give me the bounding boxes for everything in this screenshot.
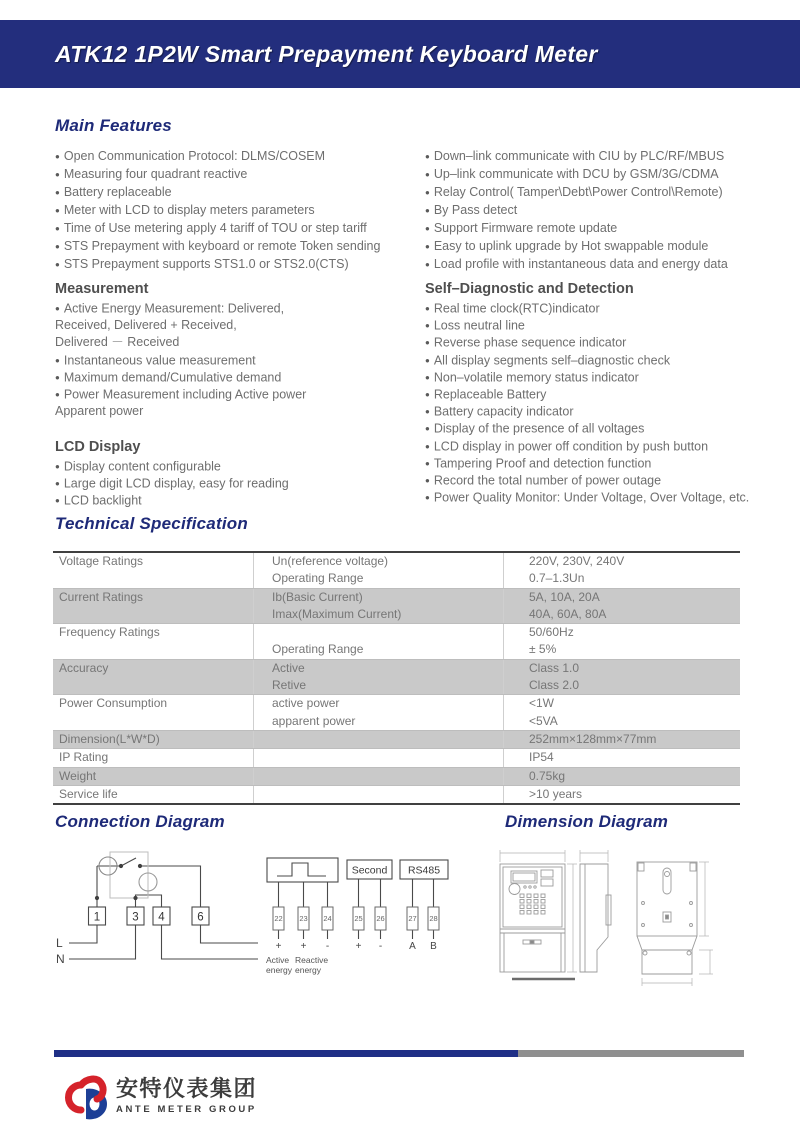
self-diagnostic-item: ● Power Quality Monitor: Under Voltage, Over Voltage, etc. [425,489,785,506]
dimension-diagram-heading: Dimension Diagram [505,812,669,831]
measurement-item: ● Maximum demand/Cumulative demand [55,369,425,386]
meter-back-view [637,862,697,974]
spec-cell: Active [253,660,503,677]
main-features-heading: Main Features [55,116,172,135]
spec-cell: IP Rating [59,750,109,765]
spec-cell [53,677,253,694]
spec-row [53,785,740,803]
measurement-item: ● Power Measurement including Active power [55,386,425,403]
spec-cell [53,713,253,730]
meter-side-view [580,864,611,972]
spec-cell: Class 2.0 [503,677,740,694]
spec-cell: Imax(Maximum Current) [253,606,503,623]
company-name-en: ANTE METER GROUP [116,1104,257,1115]
spec-cell: <1W [503,695,740,712]
spec-row [53,694,740,712]
polarity-label: - [325,941,330,952]
active-energy-label: energy [266,965,292,975]
spec-cell: Ib(Basic Current) [253,589,503,606]
spec-cell: Accuracy [59,660,109,675]
connection-diagram [45,843,465,993]
reactive-energy-label: Reactive [295,955,329,965]
spec-cell: 40A, 60A, 80A [503,606,740,623]
spec-cell: Retive [253,677,503,694]
polarity-label: B [430,941,437,952]
company-name-cn: 安特仪表集团 [116,1076,258,1101]
self-diagnostic-item: ● Reverse phase sequence indicator [425,334,785,351]
measurement-item: Delivered － Received [55,335,180,350]
spec-row [53,553,740,570]
spec-cell: Frequency Ratings [59,625,160,640]
spec-row [53,713,740,730]
footer-divider-blue [54,1050,518,1057]
dimension-lines [500,850,713,986]
feature-item: ● Relay Control( Tamper\Debt\Power Control\Remote) [425,183,785,201]
terminal-label: 28 [429,914,438,923]
self-diagnostic-item: ● Loss neutral line [425,317,785,334]
feature-item: ● STS Prepayment with keyboard or remote Token sending [55,237,425,255]
lcd-display-item: ● Large digit LCD display, easy for reading [55,475,425,492]
spec-cell: 220V, 230V, 240V [503,553,740,570]
reactive-energy-label: energy [295,965,321,975]
measurement-item: Received, Delivered + Received, [55,318,237,333]
spec-cell [53,606,253,623]
terminal-label: 22 [274,914,283,923]
feature-item: ● Time of Use metering apply 4 tariff of TOU or step tariff [55,219,425,237]
second-box-label: Second [351,864,388,877]
line-label: L [56,936,63,950]
spec-cell [53,641,253,658]
self-diagnostic-item: ● Non–volatile memory status indicator [425,369,785,386]
lcd-display-section [55,437,425,510]
feature-item: ● Up–link communicate with DCU by GSM/3G/CDMA [425,165,785,183]
technical-specification-heading: Technical Specification [55,514,248,533]
lcd-display-item: ● Display content configurable [55,458,425,475]
dimension-diagram [485,840,765,992]
spec-row [53,623,740,641]
polarity-label: + [300,941,307,952]
terminal-label: 1 [93,911,101,924]
self-diagnostic-item: ● Real time clock(RTC)indicator [425,300,785,317]
spec-cell: 50/60Hz [503,624,740,641]
spec-cell: Un(reference voltage) [253,553,503,570]
self-diagnostic-item: ● Tampering Proof and detection function [425,455,785,472]
spec-row [53,748,740,766]
spec-cell [253,624,503,641]
spec-cell: 0.7–1.3Un [503,570,740,587]
measurement-heading: Measurement [55,281,149,297]
spec-cell: ± 5% [503,641,740,658]
spec-row [53,588,740,606]
spec-cell: Current Ratings [59,589,144,604]
measurement-item: ● Active Energy Measurement: Delivered, [55,300,425,317]
terminal-label: 3 [132,911,139,924]
self-diagnostic-item: ● Battery capacity indicator [425,403,785,420]
measurement-item: Apparent power [55,404,144,419]
main-features-left-list [55,147,425,273]
meter-front-view [500,864,565,972]
spec-cell [253,768,503,785]
connection-diagram-heading: Connection Diagram [55,812,225,831]
measurement-item: ● Instantaneous value measurement [55,352,425,369]
spec-cell: 5A, 10A, 20A [503,589,740,606]
spec-cell [253,749,503,766]
polarity-label: - [378,941,383,952]
feature-item: ● Support Firmware remote update [425,219,785,237]
terminal-boxes [89,907,210,925]
spec-cell [53,570,253,587]
self-diagnostic-section [425,279,785,506]
self-diagnostic-item: ● LCD display in power off condition by push button [425,438,785,455]
spec-cell: 0.75kg [503,768,740,785]
polarity-label: + [275,941,282,952]
feature-item: ● By Pass detect [425,201,785,219]
technical-specification-table [53,551,740,805]
terminal-label: 6 [197,911,204,924]
lcd-display-heading: LCD Display [55,439,141,455]
polarity-label: A [409,941,416,952]
terminal-label: 24 [323,914,332,923]
spec-cell: Class 1.0 [503,660,740,677]
spec-cell: Operating Range [253,641,503,658]
pulse-waveform-icon [277,863,326,876]
spec-cell: apparent power [253,713,503,730]
lcd-display-item: ● LCD backlight [55,492,425,509]
feature-item: ● Open Communication Protocol: DLMS/COSEM [55,147,425,165]
rs485-box-label: RS485 [407,864,441,877]
terminal-label: 26 [376,914,385,923]
logo-text-block [116,1076,257,1115]
active-energy-label: Active [266,955,290,965]
spec-cell: 252mm×128mm×77mm [503,731,740,748]
self-diagnostic-item: ● Replaceable Battery [425,386,785,403]
spec-cell: <5VA [503,713,740,730]
spec-cell: Weight [59,768,97,783]
footer-divider-gray [518,1050,744,1057]
feature-item: ● Meter with LCD to display meters parameters [55,201,425,219]
ante-logo-icon [50,1068,110,1126]
feature-item: ● Load profile with instantaneous data and energy data [425,255,785,273]
measurement-section [55,279,425,420]
spec-cell: Voltage Ratings [59,554,144,568]
self-diagnostic-heading: Self–Diagnostic and Detection [425,281,634,297]
terminal-label: 27 [408,914,417,923]
feature-item: ● Measuring four quadrant reactive [55,165,425,183]
page-title: ATK12 1P2W Smart Prepayment Keyboard Meter [55,40,598,67]
neutral-label: N [56,952,65,966]
spec-cell [253,786,503,803]
feature-item: ● Down–link communicate with CIU by PLC/RF/MBUS [425,147,785,165]
spec-cell [253,731,503,748]
terminal-label: 25 [354,914,363,923]
feature-item: ● Battery replaceable [55,183,425,201]
spec-cell: Operating Range [253,570,503,587]
terminal-label: 4 [158,911,165,924]
spec-row [53,767,740,785]
spec-cell: >10 years [503,786,740,803]
main-features-right-list [425,147,785,273]
spec-row [53,641,740,658]
self-diagnostic-item: ● Display of the presence of all voltages [425,420,785,437]
polarity-label: + [355,941,362,952]
spec-cell: Service life [59,786,118,801]
spec-cell: Dimension(L*W*D) [59,731,160,746]
spec-row [53,677,740,694]
spec-row [53,606,740,623]
feature-item: ● STS Prepayment supports STS1.0 or STS2.0(CTS) [55,255,425,273]
header-banner [0,20,800,88]
spec-cell: active power [253,695,503,712]
spec-cell: Power Consumption [59,696,168,711]
self-diagnostic-item: ● Record the total number of power outage [425,472,785,489]
terminal-label: 23 [299,914,308,923]
feature-item: ● Easy to uplink upgrade by Hot swappable module [425,237,785,255]
spec-row [53,730,740,748]
self-diagnostic-item: ● All display segments self–diagnostic check [425,352,785,369]
spec-cell: IP54 [503,749,740,766]
spec-row [53,570,740,587]
spec-row [53,659,740,677]
